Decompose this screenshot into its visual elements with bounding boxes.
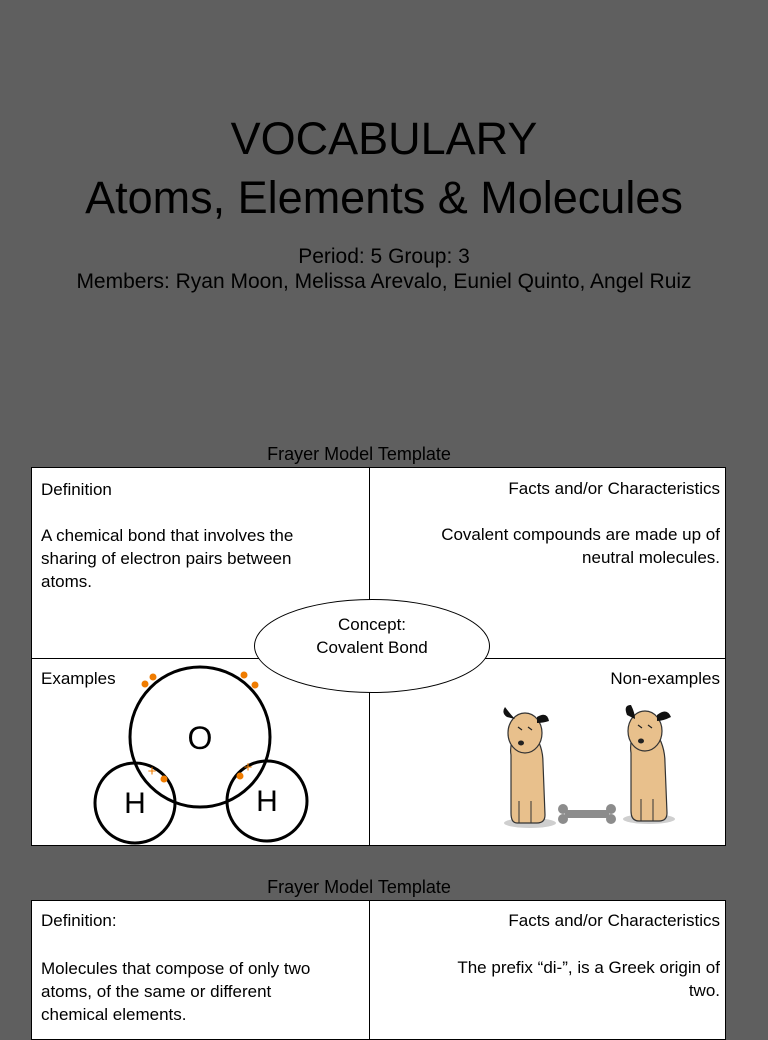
definition-line: A chemical bond that involves the	[41, 526, 294, 545]
hydrogen-symbol-right: H	[256, 785, 278, 818]
concept-oval	[254, 599, 490, 693]
definition-label: Definition	[41, 480, 112, 499]
electron-dot	[241, 672, 248, 679]
members: Members: Ryan Moon, Melissa Arevalo, Euniel Quinto, Angel Ruiz	[76, 270, 692, 293]
definition-text	[41, 957, 310, 1026]
oxygen-symbol: O	[187, 720, 213, 756]
definition-label: Definition:	[41, 911, 117, 930]
dogs-with-bone-illustration	[497, 703, 712, 833]
electron-dot	[252, 682, 259, 689]
frayer1-template-label: Frayer Model Template	[267, 444, 451, 464]
page-title-line1: VOCABULARY	[230, 113, 538, 164]
facts-text	[457, 956, 720, 1002]
charge-mark: +	[243, 759, 253, 776]
frayer-model-2	[31, 900, 726, 1040]
definition-line: Molecules that compose of only two	[41, 959, 311, 978]
dog-left	[503, 707, 549, 823]
frayer-model-1	[31, 467, 726, 846]
page-title-line2: Atoms, Elements & Molecules	[85, 172, 683, 223]
definition-line: chemical elements.	[41, 1005, 187, 1024]
concept-value: Covalent Bond	[316, 638, 428, 657]
facts-line: neutral molecules.	[582, 548, 720, 567]
facts-text	[441, 523, 720, 569]
electron-dot	[150, 674, 157, 681]
period-group: Period: 5 Group: 3	[298, 245, 470, 268]
facts-label: Facts and/or Characteristics	[508, 911, 720, 930]
divider-vertical	[369, 901, 370, 1039]
electron-dot	[237, 773, 244, 780]
definition-line: sharing of electron pairs between	[41, 549, 292, 568]
facts-label: Facts and/or Characteristics	[508, 479, 720, 498]
dog-right	[626, 705, 671, 821]
definition-text	[41, 524, 293, 593]
hydrogen-symbol-left: H	[124, 787, 146, 820]
facts-line: Covalent compounds are made up of	[441, 525, 720, 544]
facts-line: two.	[688, 981, 720, 1000]
concept-label: Concept:	[337, 615, 407, 634]
definition-line: atoms.	[41, 572, 93, 591]
bone	[558, 804, 616, 824]
electron-dot	[161, 776, 168, 783]
definition-line: atoms, of the same or different	[41, 982, 272, 1001]
electron-dot	[142, 681, 149, 688]
charge-mark: +	[147, 763, 157, 780]
examples-label: Examples	[41, 669, 116, 688]
facts-line: The prefix “di-”, is a Greek origin of	[457, 958, 720, 977]
water-molecule-diagram	[87, 663, 317, 843]
frayer2-template-label: Frayer Model Template	[267, 877, 451, 897]
nonexamples-label: Non-examples	[610, 669, 720, 688]
